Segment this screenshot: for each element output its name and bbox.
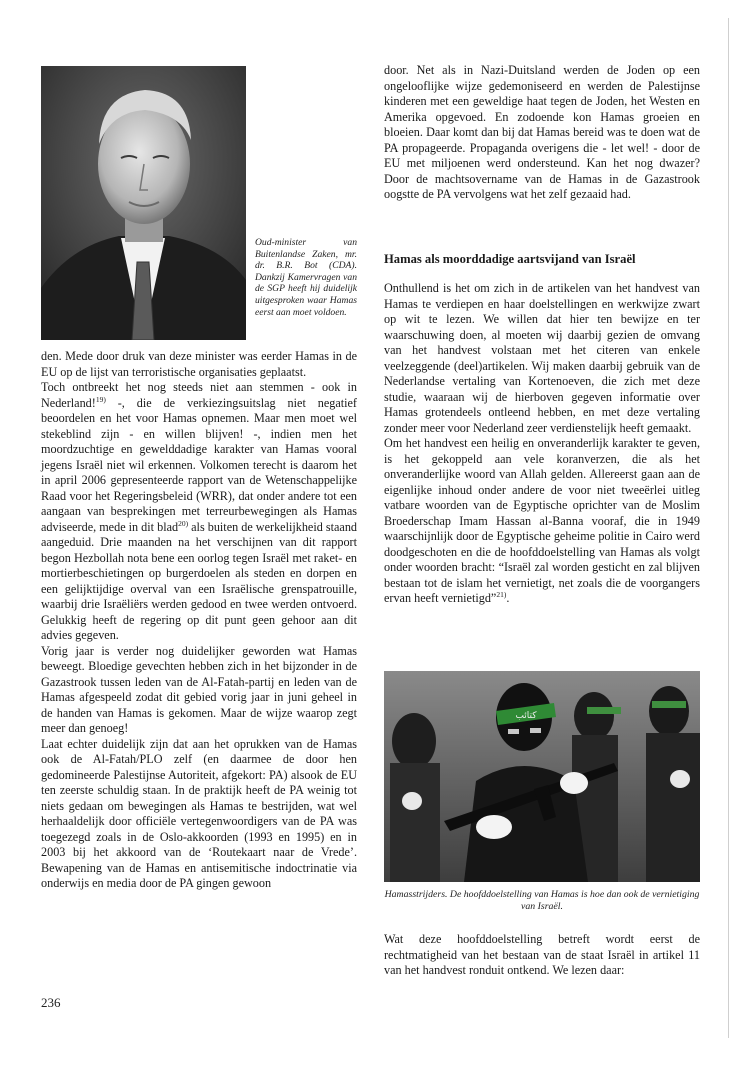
portrait-illustration <box>41 66 246 340</box>
right-column-body <box>384 281 700 607</box>
right-column-bottom <box>384 932 700 979</box>
right-paragraph-2: Om het handvest een heilig en onveranderlijk karakter te geven, is het gekoppeld aan vele koranverzen, die als het onveranderlijke woord van Allah gelden. Allereerst gaan aan de eigenlijke inhoud onder andere de voor niet tweeërlei uitleg vatbare woorden van de Egyptische oprichter van de Moslim Broederschap Imam Hassan al-Banna vooraf, die in 1949 waarschijnlijk door de Egyptische geheime politie in Cairo werd doodgeschoten en die de hoofddoelstelling van Hamas als volgt onder woorden bracht: “Israël zal worden gesticht en zal blijven bestaan tot de islam het vernietigt, net zoals die de voorgangers ervan heeft vernietigd”$^{21)}$. <box>384 436 700 605</box>
fighters-photo <box>384 671 700 882</box>
left-paragraph-3: Vorig jaar is verder nog duidelijker geworden wat Hamas beweegt. Bloedige gevechten hebben zich in het bijzonder in de Gazastrook tussen leden van de Al-Fatah-partij en leden van de Hamas afgespeeld zodat dit gebied vorig jaar in juni geheel in de handen van Hamas is gekomen. Maar de wijze waarop zegt meer dan genoeg! <box>41 643 357 735</box>
left-paragraph-4: Laat echter duidelijk zijn dat aan het oprukken van de Hamas ook de Al-Fatah/PLO zelf (en daarmee de door hen gedomineerde Palestijnse Autoriteit, afgekort: PA) alsook de EU ten zeerste schuldig staan. In de praktijk heeft de PA weinig tot niets gedaan om bewegingen als Hamas te bestrijden, wat wel herhaaldelijk door officiële vertegenwoordigers van de PA was toegezegd zoals in de Oslo-akkoorden (1993 en 1995) en in 2003 bij het akkoord van de ‘Routekaart naar de Vrede’. Bewapening van de Hamas en antisemitische indoctrinatie via onderwijs en media door de PA gingen gewoon <box>41 736 357 890</box>
footnote-ref-19: 19) <box>95 394 106 404</box>
margin-rule <box>728 18 729 1038</box>
section-heading: Hamas als moorddadige aartsvijand van Israël <box>384 252 636 266</box>
left-paragraph-1: den. Mede door druk van deze minister was eerder Hamas in de EU op de lijst van terroristische organisaties geplaatst. <box>41 349 357 379</box>
portrait-photo <box>41 66 246 340</box>
footnote-ref-20: 20) <box>178 518 189 528</box>
portrait-caption: Oud-minister van Buitenlandse Zaken, mr. dr. B.R. Bot (CDA). Dankzij Kamervragen van de SGP heeft hij duidelijk uitgesproken waar Hamas eerst aan moet voldoen. <box>255 237 357 318</box>
banner-text: كتائب <box>515 711 537 721</box>
fighters-caption: Hamasstrijders. De hoofddoelstelling van Hamas is hoe dan ook de vernietiging van Israël. <box>384 889 700 912</box>
left-paragraph-2: Toch ontbreekt het nog steeds niet aan stemmen - ook in Nederland!$^{19)}$ -, die de verkiezingsuitslag niet negatief beoordelen en het voor Hamas opnemen. Maar men moet wel stekeblind zijn - en willen blijven! -, indien men het moordzuchtige en gewelddadige karakter van Hamas vooral jegens Israël niet wil erkennen. Volkomen terecht is daarom het in april 2006 gepresenteerde rapport van de Wetenschappelijke Raad voor het Regeringsbeleid (WRR), dat onder andere tot een aangaan van besprekingen met terreurbewegingen als Hamas adviseerde, mede in dit blad$^{20)}$ als buiten de werkelijkheid staand aangeduid. Drie maanden na het verschijnen van dit rapport begon Hezbollah nota bene een oorlog tegen Israël met raket- en mortierbeschietingen op burgerdoelen als steden en dorpen en een gelijktijdige overval van een Israëlische grenspatrouille, waarbij drie Israëliërs werden gedood en twee werden ontvoerd. Gelukkig heeft de regering op dit punt geen gehoor aan dit advies gegeven. <box>41 380 358 642</box>
fighters-illustration <box>384 671 700 882</box>
right-paragraph-1: Onthullend is het om zich in de artikelen van het handvest van Hamas te verdiepen en haar doelstellingen en werkwijze zwart op wit te lezen. We willen dat hier ten bewijze en ter waarschuwing doen, al moeten wij daarbij gezien de omvang van het handvest volstaan met het citeren van enkele veelzeggende (deel)artikelen. Wij maken daarbij gebruik van de Nederlandse vertaling van Kortenoeven, die zich met deze studie, waaraan wij de hierboven gegeven informatie over Hamas grotendeels ontleend hebben, en met deze vertaling zonder meer voor Nederland zeer verdienstelijk heeft gemaakt. <box>384 281 700 435</box>
left-column <box>41 349 357 892</box>
page-number: 236 <box>41 995 61 1010</box>
right-column-top <box>384 63 700 203</box>
right-paragraph-3: Wat deze hoofddoelstelling betreft wordt eerst de rechtmatigheid van het bestaan van de staat Israël in artikel 11 van het handvest ronduit ontkend. We lezen daar: <box>384 932 700 977</box>
right-paragraph-top: door. Net als in Nazi-Duitsland werden de Joden op een ongelooflijke wijze gedemoniseerd en werden de Palestijnse kinderen met een geweldige haat tegen de Joden, het Westen en Amerika opgevoed. En zodoende kon Hamas groeien en bloeien. Daar komt dan bij dat Hamas bereid was te doen wat de PA propageerde. Propaganda overigens die - let wel! - door de EU met miljoenen werd ondersteund. Kan het nog dwazer? Door de machtsovername van de Hamas in de Gazastrook oogstte de PA vervolgens wat het zelf gezaaid had. <box>384 63 700 201</box>
footnote-ref-21: 21) <box>496 589 507 599</box>
